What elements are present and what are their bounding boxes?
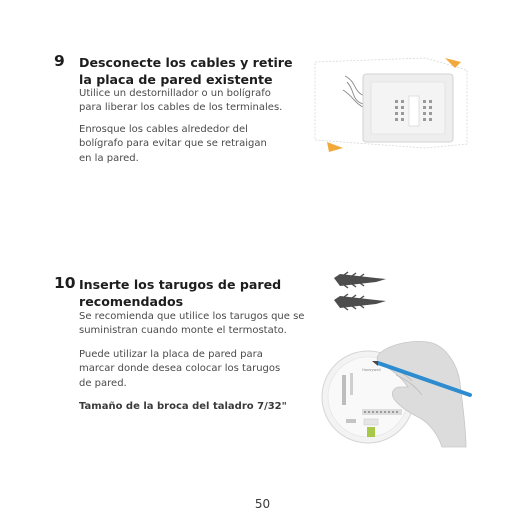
arrow-icon (327, 142, 343, 152)
step-10-paragraph-2 (79, 348, 319, 391)
step-9-number: 9 (54, 52, 65, 70)
step-9-para-1-line-1: Utilice un destornillador o un bolígrafo (79, 88, 271, 99)
step-10-para-2-line-3: de pared. (79, 377, 127, 389)
step-9-para-2-line-1: Enrosque los cables alrededor del (79, 124, 248, 135)
green-indicator (367, 427, 375, 437)
step-9-para-2-line-3: en la pared. (79, 152, 139, 164)
step-10-para-2-line-1: Puede utilizar la placa de pared para (79, 349, 263, 360)
step-10-title-line-1: Inserte los tarugos de pared (79, 277, 282, 292)
wallplate-removal-illustration (315, 56, 475, 156)
step-10-title-line-2: recomendados (79, 294, 184, 309)
wall-anchor-icon (334, 294, 386, 310)
step-10-title (79, 276, 319, 310)
step-10-paragraph-1 (79, 310, 319, 339)
step-9-para-2-line-2: bolígrafo para evitar que se retraigan (79, 138, 267, 150)
step-10-para-1-line-2: suministran cuando monte el termostato. (79, 325, 287, 337)
arrow-icon (445, 58, 461, 68)
page-number: 50 (254, 497, 271, 511)
wallplate-brand-label: Honeywell (362, 368, 381, 372)
step-9-paragraph-1 (79, 87, 309, 116)
step-9-title-line-1: Desconecte los cables y retire (79, 55, 293, 70)
step-10-number: 10 (54, 274, 76, 292)
step-9-para-1-line-2: para liberar los cables de los terminales. (79, 102, 283, 114)
marking-wallplate-illustration (320, 335, 490, 460)
wall-anchors-illustration (330, 272, 390, 312)
step-9-paragraph-2 (79, 123, 309, 166)
wall-anchor-icon (334, 272, 386, 288)
step-9-title-line-2: la placa de pared existente (79, 72, 273, 87)
step-9-title (79, 54, 309, 88)
step-10-para-1-line-1: Se recomienda que utilice los tarugos que se (79, 311, 305, 322)
drill-bit-note: Tamaño de la broca del taladro 7/32" (79, 401, 287, 412)
step-10-para-2-line-2: marcar donde desea colocar los tarugos (79, 363, 281, 375)
